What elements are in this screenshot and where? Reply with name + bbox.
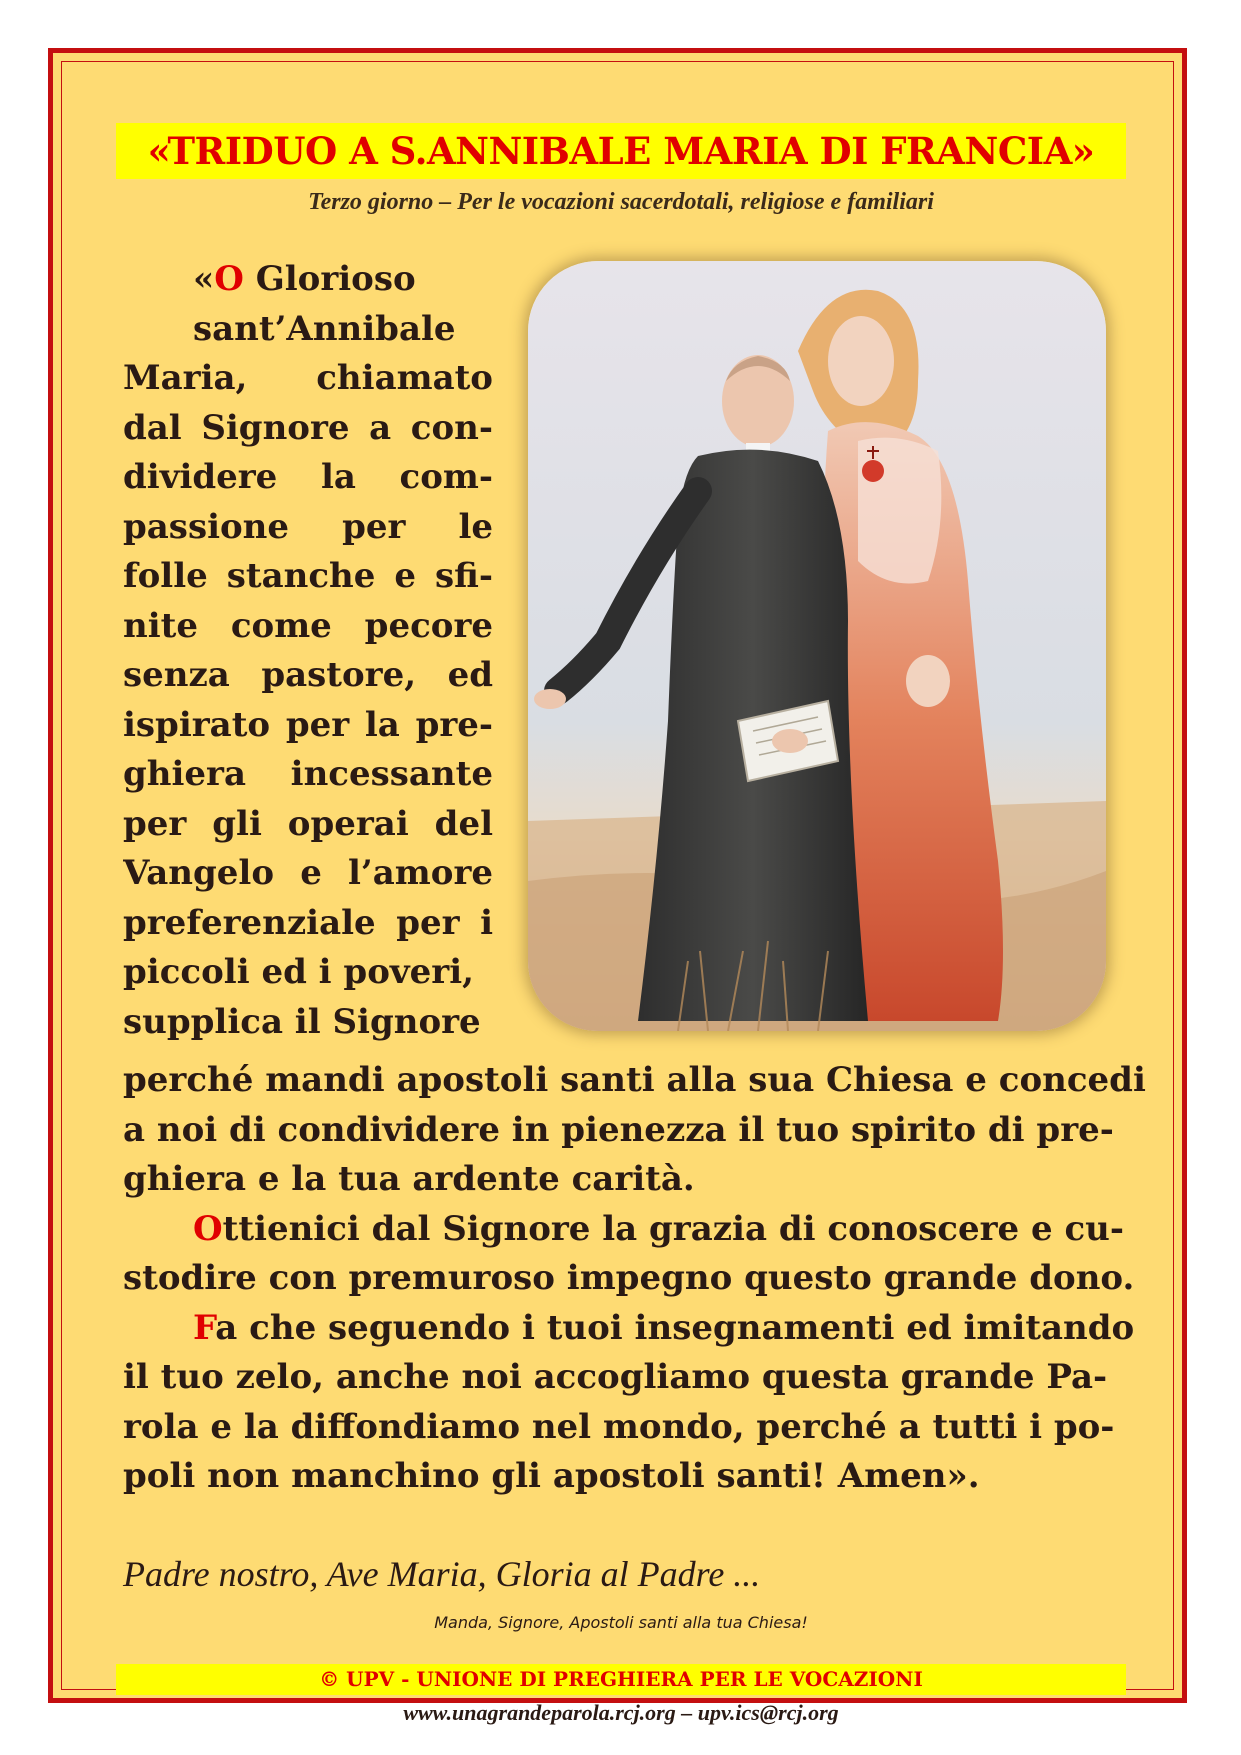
prayer-line: ghiera e la tua ardente carità. [123,1159,695,1199]
prayer-line: supplica il Signore [123,1001,481,1042]
prayer-line: stodire con premuroso impegno questo grande dono. [123,1258,1135,1298]
prayer-line: il tuo zelo, anche noi accogliamo questa grande Pa- [123,1357,1108,1397]
page-subtitle: Terzo giorno – Per le vocazioni sacerdotali, religiose e familiari [308,189,934,215]
drop-letter-o: O [214,259,244,299]
prayer-line: senza pastore, ed [123,655,493,695]
closing-prayers: Padre nostro, Ave Maria, Gloria al Padre ... [123,1554,761,1594]
drop-letter-f: F [193,1307,216,1348]
saint-painting [528,261,1106,1031]
prayer-line: piccoli ed i poveri, [123,952,474,992]
prayer-line: folle stanche e sfi- [123,556,493,596]
prayer-line: Vangelo e l’amore [123,853,493,893]
prayer-line: poli non manchino gli apostoli santi! Amen». [123,1456,980,1496]
prayer-line: preferenziale per i [123,902,493,943]
prayer-line: per gli operai del [123,803,493,844]
prayer-line: Maria, chiamato [123,358,493,398]
prayer-line: a noi di condividere in pienezza il tuo spirito di pre- [123,1109,1114,1150]
footer-links: www.unagrandeparola.rcj.org – upv.ics@rcj.org [403,1700,839,1725]
prayer-line: dividere la com- [123,457,493,497]
page-title: «TRIDUO A S.ANNIBALE MARIA DI FRANCIA» [116,123,1126,179]
prayer-full-width-text [123,1056,1146,1502]
prayer-column-text [123,255,493,1047]
prayer-line-text: ttienici dal Signore la grazia di conoscere e cu- [222,1208,1125,1249]
prayer-line [123,1304,1135,1354]
prayer-line: nite come pecore [123,605,493,646]
page-frame [48,48,1187,1725]
prayer-line: dal Signore a con- [123,407,493,448]
prayer-line: passione per le [123,506,493,547]
prayer-line [123,255,493,305]
prayer-line: ispirato per la pre- [123,704,493,745]
prayer-line-text: Glorioso [243,259,416,299]
open-quote: « [193,259,215,299]
prayer-line: rola e la diffondiamo nel mondo, perché a tutti i po- [123,1406,1115,1447]
prayer-line-text: a che seguendo i tuoi insegnamenti ed imitando [215,1307,1135,1348]
motto: Manda, Signore, Apostoli santi alla tua Chiesa! [434,1613,808,1632]
prayer-line: ghiera incessante [123,754,493,794]
prayer-line [123,1205,1123,1255]
prayer-line: perché mandi apostoli santi alla sua Chiesa e concedi [123,1060,1146,1100]
painting-illustration [528,261,1106,1031]
prayer-line: sant’Annibale [193,308,456,349]
footer-organization: © UPV - UNIONE DI PREGHIERA PER LE VOCAZIONI [116,1664,1126,1695]
drop-letter-o: O [193,1208,223,1249]
